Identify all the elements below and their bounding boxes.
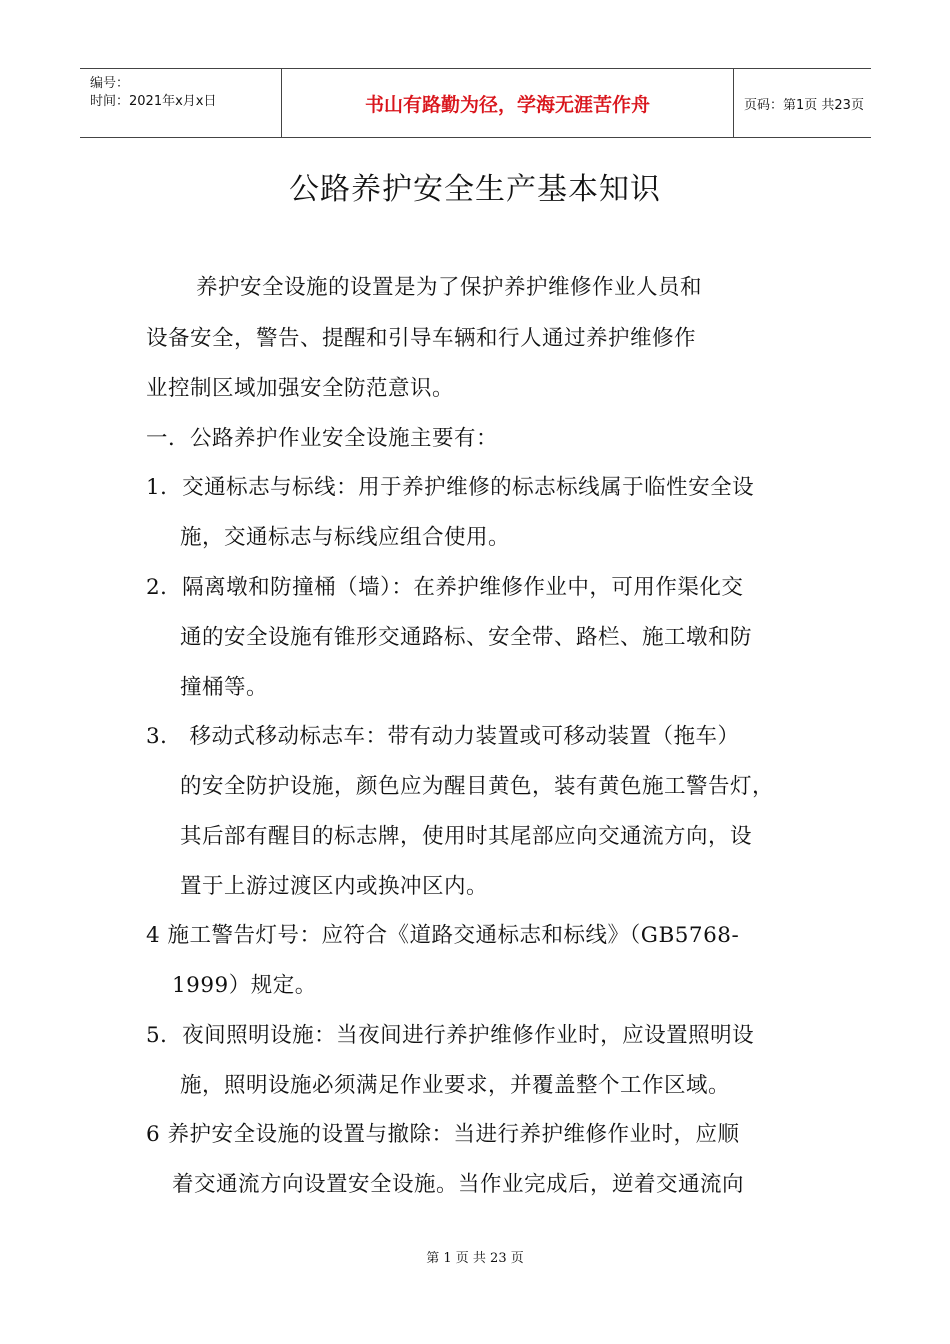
list-item-continuation: 着交通流方向设置安全设施。当作业完成后，逆着交通流向	[172, 1172, 745, 1197]
list-item-continuation: 施，照明设施必须满足作业要求，并覆盖整个工作区域。	[180, 1073, 731, 1098]
document-title: 公路养护安全生产基本知识	[289, 172, 661, 207]
list-item-continuation: 通的安全设施有锥形交通路标、安全带、路栏、施工墩和防	[180, 625, 753, 650]
list-item-continuation: 的安全防护设施，颜色应为醒目黄色，装有黄色施工警告灯，	[180, 774, 775, 799]
list-item: 6 养护安全设施的设置与撤除：当进行养护维修作业时，应顺	[146, 1122, 740, 1147]
number-label: 编号：	[90, 76, 130, 91]
list-item: 5．夜间照明设施：当夜间进行养护维修作业时，应设置照明设	[146, 1023, 755, 1048]
list-item-continuation: 撞桶等。	[180, 675, 269, 700]
list-item-continuation: 施，交通标志与标线应组合使用。	[180, 525, 511, 550]
time-label: 时间：2021年x月x日	[90, 94, 217, 109]
header-motto: 书山有路勤为径，学海无涯苦作舟	[281, 69, 734, 137]
page-footer: 第 1 页 共 23 页	[426, 1251, 524, 1266]
body-line: 设备安全，警告、提醒和引导车辆和行人通过养护维修作	[146, 326, 697, 351]
list-item: 1．交通标志与标线：用于养护维修的标志标线属于临性安全设	[146, 475, 755, 500]
list-item-continuation: 其后部有醒目的标志牌，使用时其尾部应向交通流方向，设	[180, 824, 753, 849]
list-item-continuation: 1999）规定。	[172, 973, 317, 998]
section-heading: 一．公路养护作业安全设施主要有：	[146, 426, 499, 451]
list-item-continuation: 置于上游过渡区内或换冲区内。	[180, 874, 489, 899]
header-page-info: 页码：第1页 共23页	[744, 97, 864, 113]
body-line: 养护安全设施的设置是为了保护养护维修作业人员和	[196, 275, 703, 300]
list-item: 2．隔离墩和防撞桶（墙）：在养护维修作业中，可用作渠化交	[146, 575, 744, 600]
header-meta	[80, 69, 281, 137]
list-item: 4 施工警告灯号：应符合《道路交通标志和标线》（GB5768-	[146, 923, 740, 948]
document-header	[80, 68, 871, 138]
list-item: 3． 移动式移动标志车：带有动力装置或可移动装置（拖车）	[146, 724, 740, 749]
body-line: 业控制区域加强安全防范意识。	[146, 376, 455, 401]
